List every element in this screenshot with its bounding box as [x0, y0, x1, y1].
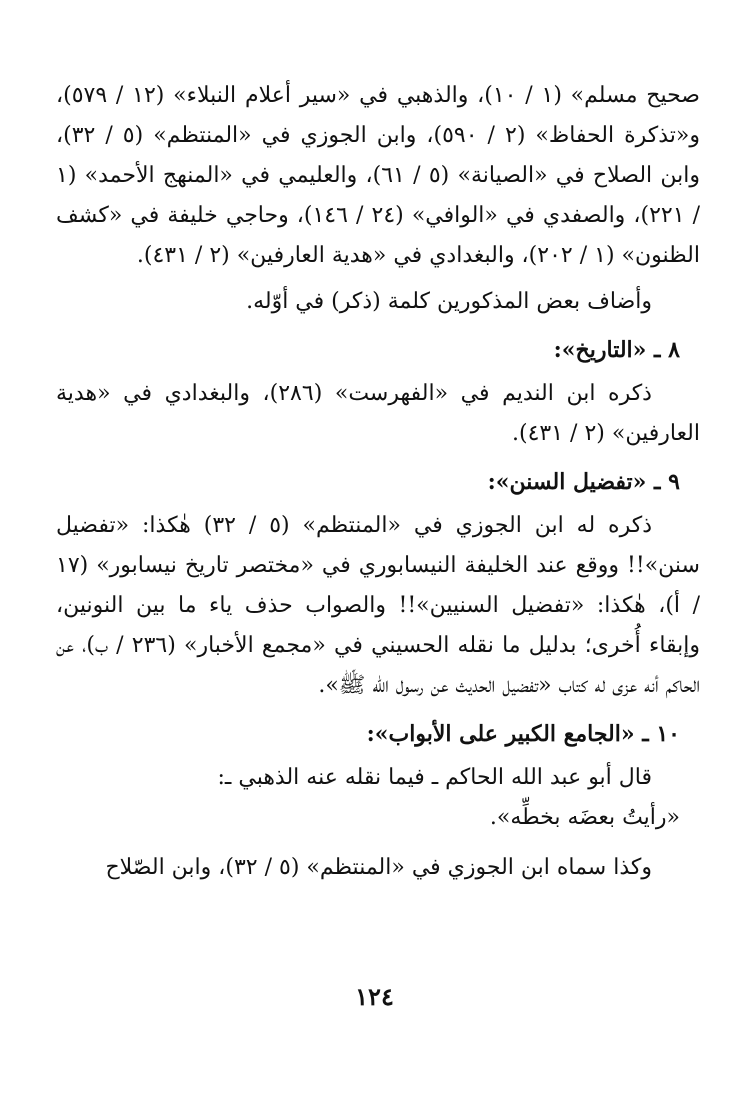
heading-item-8: ٨ ـ «التاريخ»: — [553, 337, 680, 363]
heading-item-9: ٩ ـ «تفضيل السنن»: — [487, 469, 680, 495]
heading-item-10: ١٠ ـ «الجامع الكبير على الأبواب»: — [366, 721, 680, 747]
paragraph-item-8: ذكره ابن النديم في «الفهرست» (٢٨٦)، والبغدادي في «هدية العارفين» (٢ / ٤٣١). — [56, 381, 700, 446]
quote-hakim: «رأيتُ بعضَه بخطِّه». — [489, 805, 680, 830]
paragraph-hakim-quote-intro: قال أبو عبد الله الحاكم ـ فيما نقله عنه الذهبي ـ: — [217, 765, 652, 790]
paragraph-added-word: وأضاف بعض المذكورين كلمة (ذكر) في أوّله. — [246, 289, 652, 314]
page-body — [56, 76, 700, 888]
page-number: ١٢٤ — [355, 982, 394, 1011]
paragraph-ibn-aljawzi: وكذا سماه ابن الجوزي في «المنتظم» (٥ / ٣٢)، وابن الصّلاح — [105, 855, 652, 880]
paragraph-item-9: ذكره له ابن الجوزي في «المنتظم» (٥ / ٣٢) هٰكذا: «تفضيل سنن»!! ووقع عند الخليفة النيسابوري في «مختصر تاريخ نيسابور» (١٧ / أ)، هٰكذا: «تفضيل السنيين»!! والصواب حذف ياء ما بين النونين، وإبقاء أُخرى؛ بدليل ما نقله الحسيني في «مجمع الأخبار» (٢٣٦ / ب)، عن الحاكم أنه عزى له كتاب «تفضيل الحديث عن رسول الله ﷺ». — [56, 513, 701, 698]
paragraph-sources-list: صحيح مسلم» (١ / ١٠)، والذهبي في «سير أعلام النبلاء» (١٢ / ٥٧٩)، و«تذكرة الحفاظ» (٢ / ٥٩٠)، وابن الجوزي في «المنتظم» (٥ / ٣٢)، وابن الصلاح في «الصيانة» (٥ / ٦١)، والعليمي في «المنهج الأحمد» (١ / ٢٢١)، والصفدي في «الوافي» (٢٤ / ١٤٦)، وحاجي خليفة في «كشف الظنون» (١ / ٢٠٢)، والبغدادي في «هدية العارفين» (٢ / ٤٣١). — [56, 83, 701, 268]
